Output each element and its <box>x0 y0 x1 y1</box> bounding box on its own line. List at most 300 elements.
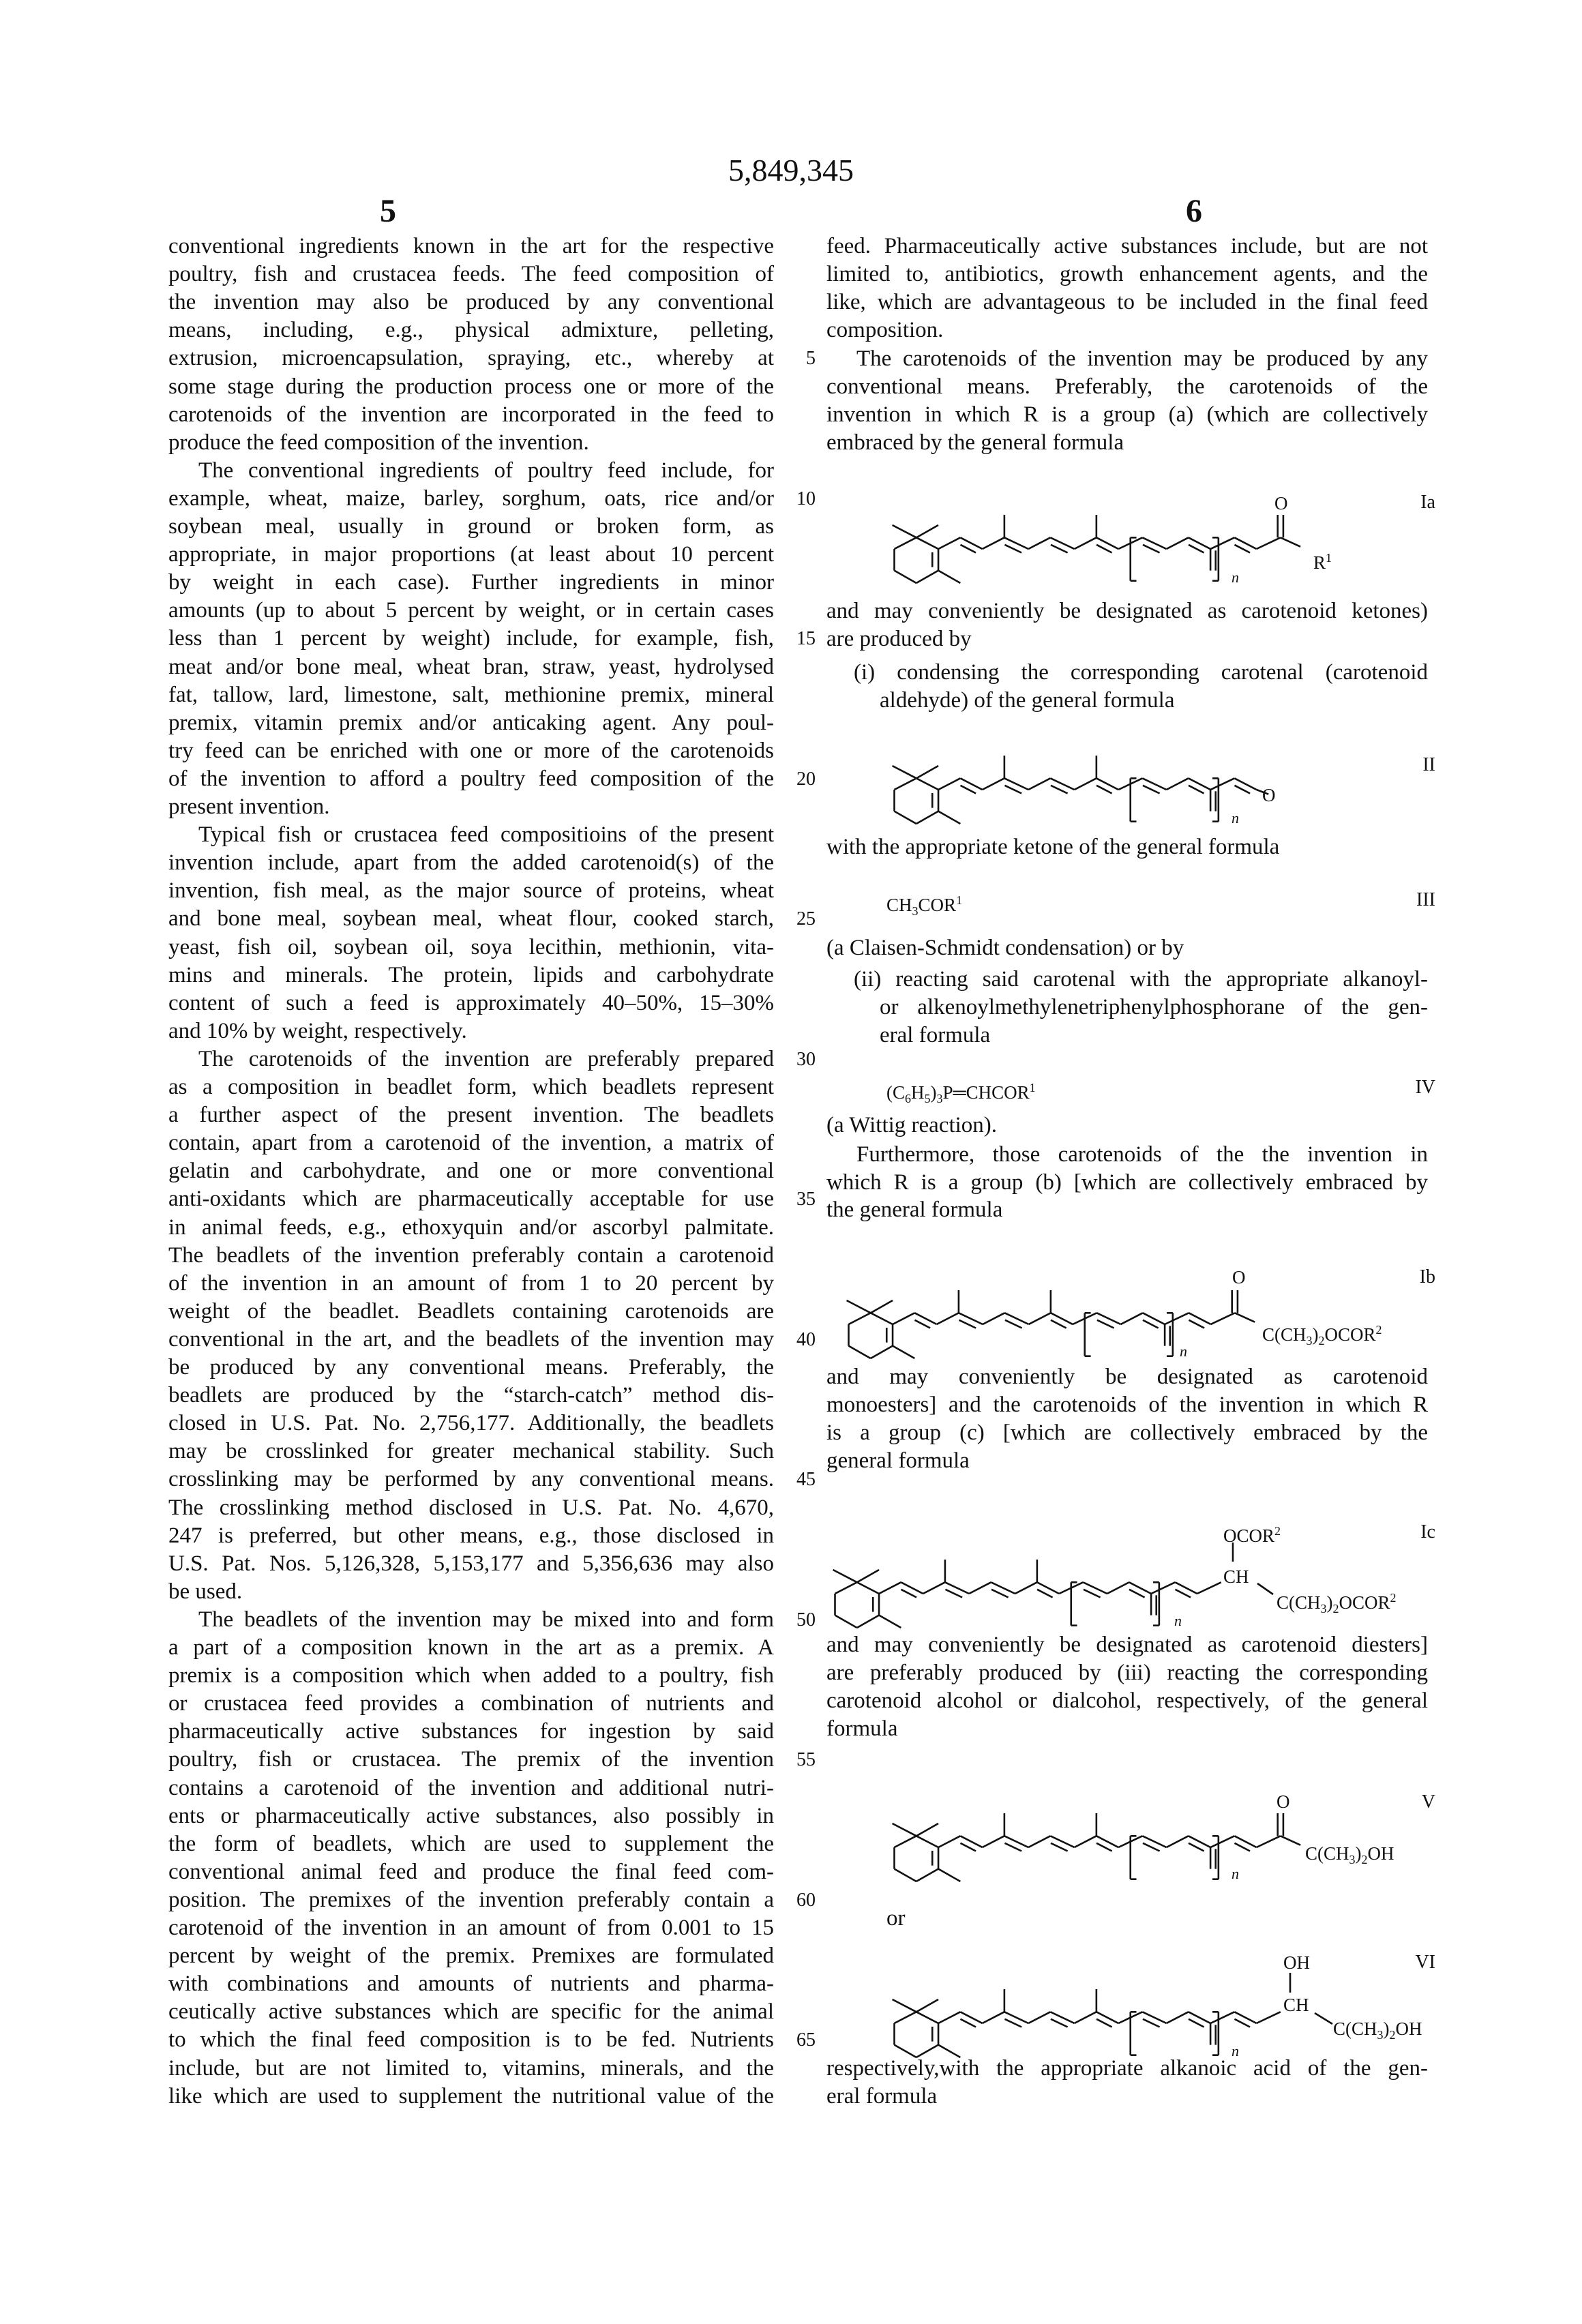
text-line: gelatin and carbohydrate, and one or more conventional <box>168 1157 774 1185</box>
chain-bond <box>959 1313 983 1324</box>
text-line: ents or pharmaceutically active substances, also possibly in <box>168 1802 774 1830</box>
text-line: weight of the beadlet. Beadlets containing carotenoids are <box>168 1298 774 1326</box>
double-bond <box>1143 1843 1160 1851</box>
chain-bond <box>1096 778 1118 790</box>
text-line: eral formula <box>880 1022 1428 1049</box>
text-line: The carotenoids of the invention may be produced by any <box>856 345 1428 373</box>
text-line: a further aspect of the present invention. The beadlets <box>168 1101 774 1129</box>
text-line: invention in which R is a group (a) (which are collectively <box>826 401 1428 429</box>
oxygen-atom: O <box>1274 492 1288 514</box>
text-line: 247 is preferred, but other means, e.g., those disclosed in <box>168 1522 774 1550</box>
formula-label: Ib <box>1354 1266 1435 1288</box>
text-line: with combinations and amounts of nutrients and pharma- <box>168 1970 774 1998</box>
text-line: the form of beadlets, which are used to supplement the <box>168 1830 774 1858</box>
or-text: or <box>886 1905 1023 1933</box>
chain-bond <box>923 1582 945 1594</box>
text-line: contains a carotenoid of the invention and additional nutri- <box>168 1774 774 1802</box>
double-bond <box>960 1843 976 1851</box>
formula-label: Ic <box>1354 1521 1435 1543</box>
text-line: by weight in each case). Further ingredients in minor <box>168 569 774 597</box>
chain-bond <box>1142 537 1166 549</box>
chain-bond <box>1096 1836 1118 1847</box>
text-line: mins and minerals. The protein, lipids and carbohydrate <box>168 962 774 989</box>
structure-v <box>893 1813 1301 1881</box>
text-line: The beadlets of the invention preferably contain a carotenoid <box>168 1242 774 1270</box>
text-line: example, wheat, maize, barley, sorghum, oats, rice and/or <box>168 485 774 513</box>
text-line: (a Wittig reaction). <box>826 1112 1428 1139</box>
text-line: conventional ingredients known in the art for the respective <box>168 233 774 260</box>
formula-text: (C6H5)3P═CHCOR1 <box>886 1077 1036 1109</box>
chain-bond <box>1029 1313 1051 1324</box>
chain-bond <box>1015 1582 1037 1594</box>
double-bond <box>959 1320 976 1328</box>
patent-number: 5,849,345 <box>0 151 1582 190</box>
ch-group: CH <box>1283 1994 1309 2016</box>
text-line: Furthermore, those carotenoids of the the invention in <box>856 1141 1428 1169</box>
line-number: 50 <box>784 1606 816 1634</box>
chain-bond <box>960 537 982 549</box>
chain-bond <box>1211 1313 1235 1324</box>
double-bond <box>960 786 976 794</box>
chain-bond <box>1129 1582 1151 1594</box>
double-bond <box>1189 1320 1204 1328</box>
chain-bond <box>1257 1836 1281 1847</box>
ring-bond <box>835 1615 857 1628</box>
double-bond <box>901 1590 916 1598</box>
chain-bond <box>991 1582 1015 1594</box>
chain-bond <box>1234 778 1256 790</box>
chain-bond <box>1165 1313 1189 1324</box>
text-line: premix is a composition which when added to a poultry, fish <box>168 1662 774 1690</box>
double-bond <box>991 1590 1009 1598</box>
chain-bond <box>1096 2012 1118 2023</box>
ring-bond <box>895 1869 916 1881</box>
chain-bond <box>1189 2012 1210 2023</box>
chain-bond <box>960 2012 982 2023</box>
text-line: means, including, e.g., physical admixture, pelleting, <box>168 316 774 344</box>
text-line: (a Claisen-Schmidt condensation) or by <box>826 934 1428 962</box>
line-number: 25 <box>784 905 816 933</box>
chain-bond <box>1142 2012 1166 2023</box>
chain-bond <box>901 1582 923 1594</box>
formula-label: II <box>1354 754 1435 776</box>
r-superscript: 1 <box>1326 551 1332 565</box>
chain-bond <box>1234 537 1256 549</box>
oxygen-atom: O <box>1277 1791 1290 1813</box>
text-line: The carotenoids of the invention are preferably prepared <box>168 1045 774 1073</box>
double-bond <box>1143 545 1160 553</box>
chain-bond <box>1059 1582 1083 1594</box>
double-bond <box>1143 1320 1159 1328</box>
ring-bond <box>895 811 916 824</box>
text-line: general formula <box>826 1447 1428 1475</box>
chain-bond <box>1189 778 1210 790</box>
line-number: 45 <box>784 1465 816 1493</box>
chain-bond <box>1037 1582 1059 1594</box>
chain-bond <box>1004 537 1028 549</box>
text-line: may be crosslinked for greater mechanical stability. Such <box>168 1437 774 1465</box>
ester-group: C(CH3)2OCOR2 <box>1277 1587 1397 1620</box>
ring-bond <box>871 1346 893 1358</box>
right-column-number: 6 <box>1167 192 1221 230</box>
ring-bond <box>895 778 916 790</box>
text-line: composition. <box>826 316 1428 344</box>
text-line: a part of a composition known in the art as a premix. A <box>168 1634 774 1662</box>
text-line: (i) condensing the corresponding carotenal (carotenoid <box>854 659 1428 687</box>
chain-bond <box>960 778 982 790</box>
oxygen-atom: O <box>1262 784 1276 806</box>
ring-bond <box>893 766 916 778</box>
chain-bond <box>945 1582 969 1594</box>
line-number: 10 <box>784 485 816 513</box>
chain-bond <box>1096 1313 1120 1324</box>
ring-bond <box>938 571 960 583</box>
text-line: aldehyde) of the general formula <box>880 687 1428 715</box>
text-line: or alkenoylmethylenetriphenylphosphorane of the gen- <box>880 994 1428 1022</box>
structure-ic <box>833 1560 1221 1628</box>
line-number: 30 <box>784 1045 816 1073</box>
double-bond <box>1037 1590 1053 1598</box>
chain-bond <box>1075 2012 1096 2023</box>
chain-bond <box>1118 1836 1142 1847</box>
text-line: with the appropriate ketone of the general formula <box>826 833 1428 861</box>
substituent-bond <box>1315 2013 1332 2024</box>
ring-bond <box>916 778 938 790</box>
double-bond <box>1189 1843 1204 1851</box>
r-text: R <box>1313 552 1326 573</box>
ring-bond <box>895 571 916 583</box>
text-line: amounts (up to about 5 percent by weight, or in certain cases <box>168 597 774 625</box>
chain-bond <box>969 1582 991 1594</box>
repeat-index: n <box>1180 1343 1187 1360</box>
text-line: carotenoid alcohol or dialcohol, respectively, of the general <box>826 1687 1428 1715</box>
double-bond <box>1234 545 1250 553</box>
chain-bond <box>1050 778 1074 790</box>
text-line: in animal feeds, e.g., ethoxyquin and/or ascorbyl palmitate. <box>168 1214 774 1242</box>
text-line: Typical fish or crustacea feed compositioins of the present <box>168 821 774 849</box>
text-line: closed in U.S. Pat. No. 2,756,177. Additionally, the beadlets <box>168 1410 774 1437</box>
chain-bond <box>1028 1836 1050 1847</box>
chain-bond <box>1210 1836 1234 1847</box>
text-line: and 10% by weight, respectively. <box>168 1017 774 1045</box>
double-bond <box>1143 786 1160 794</box>
ester-group-top: OCOR2 <box>1223 1520 1281 1547</box>
ring-bond <box>893 1999 916 2012</box>
double-bond <box>1084 1590 1101 1598</box>
ring-bond <box>849 1346 871 1358</box>
chain-bond <box>1281 537 1300 546</box>
chain-bond <box>1050 2012 1074 2023</box>
double-bond <box>1051 545 1068 553</box>
text-line: content of such a feed is approximately 40–50%, 15–30% <box>168 989 774 1017</box>
chain-bond <box>1075 537 1096 549</box>
chain-bond <box>1151 1582 1175 1594</box>
ring-bond <box>847 1300 871 1313</box>
repeat-index: n <box>1174 1613 1182 1629</box>
text-line: contain, apart from a carotenoid of the invention, a matrix of <box>168 1129 774 1157</box>
chain-bond <box>1096 537 1118 549</box>
formula-label: IV <box>1354 1077 1435 1099</box>
chain-bond <box>1175 1582 1197 1594</box>
formula-label: Ia <box>1354 492 1435 513</box>
text-line: ceutically active substances which are specific for the animal <box>168 1998 774 2026</box>
chain-bond <box>893 1313 914 1324</box>
text-line: of the invention in an amount of from 1 to 20 percent by <box>168 1270 774 1298</box>
text-line: like which are used to supplement the nutritional value of the <box>168 2083 774 2111</box>
text-line: meat and/or bone meal, wheat bran, straw, yeast, hydrolysed <box>168 653 774 681</box>
chain-bond <box>937 1313 959 1324</box>
ring-bond <box>895 2012 916 2023</box>
text-line: is a group (c) [which are collectively embraced by the <box>826 1419 1428 1447</box>
text-line: fat, tallow, lard, limestone, salt, methionine premix, mineral <box>168 681 774 709</box>
structure-ii <box>893 756 1269 824</box>
text-line: U.S. Pat. Nos. 5,126,328, 5,153,177 and 5,356,636 may also <box>168 1550 774 1578</box>
text-line: feed. Pharmaceutically active substances include, but are not <box>826 233 1428 260</box>
repeat-index: n <box>1232 569 1239 586</box>
text-line: and may conveniently be designated as carotenoid diesters] <box>826 1631 1428 1659</box>
chain-bond <box>1028 778 1050 790</box>
chain-bond <box>879 1582 901 1594</box>
ring-bond <box>835 1582 857 1594</box>
chain-bond <box>1167 537 1189 549</box>
chain-bond <box>1051 1313 1073 1324</box>
repeat-index: n <box>1232 810 1239 826</box>
chain-bond <box>1210 778 1234 790</box>
double-bond <box>1096 545 1112 553</box>
ring-bond <box>895 537 916 549</box>
chain-bond <box>1143 1313 1165 1324</box>
ring-bond <box>893 1346 914 1358</box>
text-line: carotenoids of the invention are incorporated in the feed to <box>168 401 774 429</box>
chain-bond <box>1107 1582 1129 1594</box>
double-bond <box>1129 1590 1145 1598</box>
line-number: 35 <box>784 1185 816 1213</box>
chain-bond <box>1121 1313 1143 1324</box>
structure-vi <box>893 1989 1281 2057</box>
double-bond <box>1189 545 1204 553</box>
text-line: The beadlets of the invention may be mixed into and form <box>168 1606 774 1634</box>
ring-bond <box>916 811 938 824</box>
oxygen-atom: O <box>1232 1266 1246 1288</box>
ring-bond <box>833 1570 857 1582</box>
text-line: and may conveniently be designated as carotenoid <box>826 1363 1428 1391</box>
chain-bond <box>1004 1313 1028 1324</box>
chain-bond <box>960 1836 982 1847</box>
double-bond <box>914 1320 930 1328</box>
double-bond <box>1189 786 1204 794</box>
text-line: be produced by any conventional means. Preferably, the <box>168 1354 774 1382</box>
ester-group: C(CH3)2OCOR2 <box>1262 1319 1382 1352</box>
ring-bond <box>857 1582 879 1594</box>
hydroxy-group: C(CH3)2OH <box>1305 1843 1394 1871</box>
double-bond <box>1004 545 1021 553</box>
double-bond <box>1051 2019 1068 2027</box>
text-line: which R is a group (b) [which are collectively embraced by <box>826 1169 1428 1197</box>
text-line: some stage during the production process one or more of the <box>168 373 774 401</box>
chain-bond <box>1004 2012 1028 2023</box>
text-line: The conventional ingredients of poultry feed include, for <box>168 457 774 485</box>
text-line: less than 1 percent by weight) include, for example, fish, <box>168 625 774 653</box>
double-bond <box>1004 2019 1021 2027</box>
ring-bond <box>916 1999 938 2012</box>
chain-bond <box>1189 1836 1210 1847</box>
double-bond <box>1004 1843 1021 1851</box>
double-bond <box>945 1590 962 1598</box>
text-line: percent by weight of the premix. Premixes are formulated <box>168 1942 774 1970</box>
chain-bond <box>1073 1313 1096 1324</box>
text-line: respectively,with the appropriate alkanoic acid of the gen- <box>826 2055 1428 2083</box>
formula-label: III <box>1354 889 1435 911</box>
ring-bond <box>895 1836 916 1847</box>
text-line: poultry, fish and crustacea feeds. The feed composition of <box>168 260 774 288</box>
line-number: 20 <box>784 765 816 793</box>
chain-bond <box>1197 1582 1221 1594</box>
ring-bond <box>879 1615 901 1628</box>
text-line: premix, vitamin premix and/or anticaking agent. Any poul- <box>168 709 774 737</box>
text-line: anti-oxidants which are pharmaceutically acceptable for use <box>168 1185 774 1213</box>
double-bond <box>1051 1843 1068 1851</box>
double-bond <box>1175 1590 1191 1598</box>
text-line: formula <box>826 1715 1428 1743</box>
text-line: are preferably produced by (iii) reacting the corresponding <box>826 1659 1428 1687</box>
chain-bond <box>1004 778 1028 790</box>
chain-bond <box>1167 1836 1189 1847</box>
text-line: conventional animal feed and produce the final feed com- <box>168 1858 774 1886</box>
text-line: the general formula <box>826 1196 1428 1224</box>
double-bond <box>1143 2019 1160 2027</box>
chain-bond <box>1167 778 1189 790</box>
chain-bond <box>1028 2012 1050 2023</box>
double-bond <box>960 2019 976 2027</box>
chain-bond <box>1118 537 1142 549</box>
ring-bond <box>857 1570 879 1582</box>
ring-bond <box>916 571 938 583</box>
line-number: 5 <box>784 344 816 372</box>
ring-bond <box>938 1869 960 1881</box>
ring-bond <box>916 1869 938 1881</box>
chain-bond <box>1189 1313 1210 1324</box>
chain-bond <box>914 1313 936 1324</box>
line-number: 60 <box>784 1886 816 1914</box>
r1-group <box>1313 547 1332 573</box>
chain-bond <box>1210 537 1234 549</box>
text-line: and bone meal, soybean meal, wheat flour, cooked starch, <box>168 905 774 933</box>
chain-bond <box>983 778 1004 790</box>
ring-bond <box>938 811 960 824</box>
ring-bond <box>893 525 916 537</box>
structure-ia <box>893 515 1301 583</box>
formula-label: VI <box>1354 1952 1435 1973</box>
chain-bond <box>1075 1836 1096 1847</box>
chain-bond <box>1142 778 1166 790</box>
chain-bond <box>1028 537 1050 549</box>
chain-bond <box>938 778 960 790</box>
text-line: carotenoid of the invention in an amount of from 0.001 to 15 <box>168 1914 774 1942</box>
text-line: beadlets are produced by the “starch-catch” method dis- <box>168 1382 774 1410</box>
structure-ib <box>847 1290 1255 1358</box>
text-line: invention include, apart from the added carotenoid(s) of the <box>168 849 774 877</box>
double-bond <box>1096 1843 1112 1851</box>
text-line: invention, fish meal, as the major source of proteins, wheat <box>168 877 774 905</box>
text-line: poultry, fish or crustacea. The premix of the invention <box>168 1746 774 1774</box>
hydroxy-top: OH <box>1283 1952 1310 1973</box>
chain-bond <box>1050 537 1074 549</box>
hydroxy-group: C(CH3)2OH <box>1333 2018 1422 2046</box>
chain-bond <box>1075 778 1096 790</box>
text-line: try feed can be enriched with one or more of the carotenoids <box>168 737 774 765</box>
line-number: 40 <box>784 1326 816 1354</box>
text-line: to which the final feed composition is to be fed. Nutrients <box>168 2026 774 2054</box>
formula-text: CH3COR1 <box>886 889 962 922</box>
chain-bond <box>1118 778 1142 790</box>
double-bond <box>1234 1843 1250 1851</box>
line-number: 65 <box>784 2026 816 2054</box>
line-number: 15 <box>784 625 816 653</box>
text-line: (ii) reacting said carotenal with the appropriate alkanoyl- <box>854 966 1428 994</box>
ring-bond <box>916 525 938 537</box>
double-bond <box>1005 1320 1022 1328</box>
chain-bond <box>1235 1313 1255 1322</box>
text-line: monoesters] and the carotenoids of the invention in which R <box>826 1391 1428 1419</box>
repeat-index: n <box>1232 2043 1239 2059</box>
double-bond <box>1051 786 1068 794</box>
text-line: or crustacea feed provides a combination of nutrients and <box>168 1690 774 1718</box>
ring-bond <box>916 537 938 549</box>
text-line: crosslinking may be performed by any conventional means. <box>168 1465 774 1493</box>
text-line: the invention may also be produced by any conventional <box>168 288 774 316</box>
chain-bond <box>1234 2012 1256 2023</box>
chain-bond <box>983 1836 1004 1847</box>
text-line: eral formula <box>826 2083 1428 2111</box>
formula-label: V <box>1354 1791 1435 1813</box>
ring-bond <box>916 1823 938 1836</box>
ring-bond <box>871 1300 893 1313</box>
text-line: of the invention to afford a poultry feed composition of the <box>168 765 774 793</box>
chain-bond <box>1234 1836 1256 1847</box>
ring-bond <box>857 1615 879 1628</box>
chain-bond <box>1118 2012 1142 2023</box>
text-line: be used. <box>168 1578 774 1606</box>
text-line: present invention. <box>168 793 774 821</box>
chain-bond <box>1189 537 1210 549</box>
chain-bond <box>1257 537 1281 549</box>
chain-bond <box>983 1313 1004 1324</box>
text-line: soybean meal, usually in ground or broken form, as <box>168 513 774 541</box>
text-line: conventional means. Preferably, the carotenoids of the <box>826 373 1428 401</box>
double-bond <box>1096 786 1112 794</box>
double-bond <box>1004 786 1021 794</box>
ring-bond <box>871 1313 893 1324</box>
text-line: produce the feed composition of the invention. <box>168 429 774 457</box>
double-bond <box>1234 2019 1250 2027</box>
text-line: yeast, fish oil, soybean oil, soya lecithin, methionin, vita- <box>168 934 774 962</box>
substituent-bond <box>1257 1583 1273 1594</box>
chain-bond <box>938 2012 960 2023</box>
double-bond <box>1234 786 1250 794</box>
text-line: The crosslinking method disclosed in U.S. Pat. No. 4,670, <box>168 1494 774 1522</box>
chain-bond <box>1210 2012 1234 2023</box>
chain-bond <box>983 537 1004 549</box>
chain-bond <box>938 1836 960 1847</box>
double-bond <box>960 545 976 553</box>
text-line: embraced by the general formula <box>826 429 1428 457</box>
ring-bond <box>916 1836 938 1847</box>
left-column-number: 5 <box>361 192 415 230</box>
text-line: are produced by <box>826 625 1428 653</box>
chain-bond <box>1004 1836 1028 1847</box>
chain-bond <box>938 537 960 549</box>
double-bond <box>1096 2019 1112 2027</box>
